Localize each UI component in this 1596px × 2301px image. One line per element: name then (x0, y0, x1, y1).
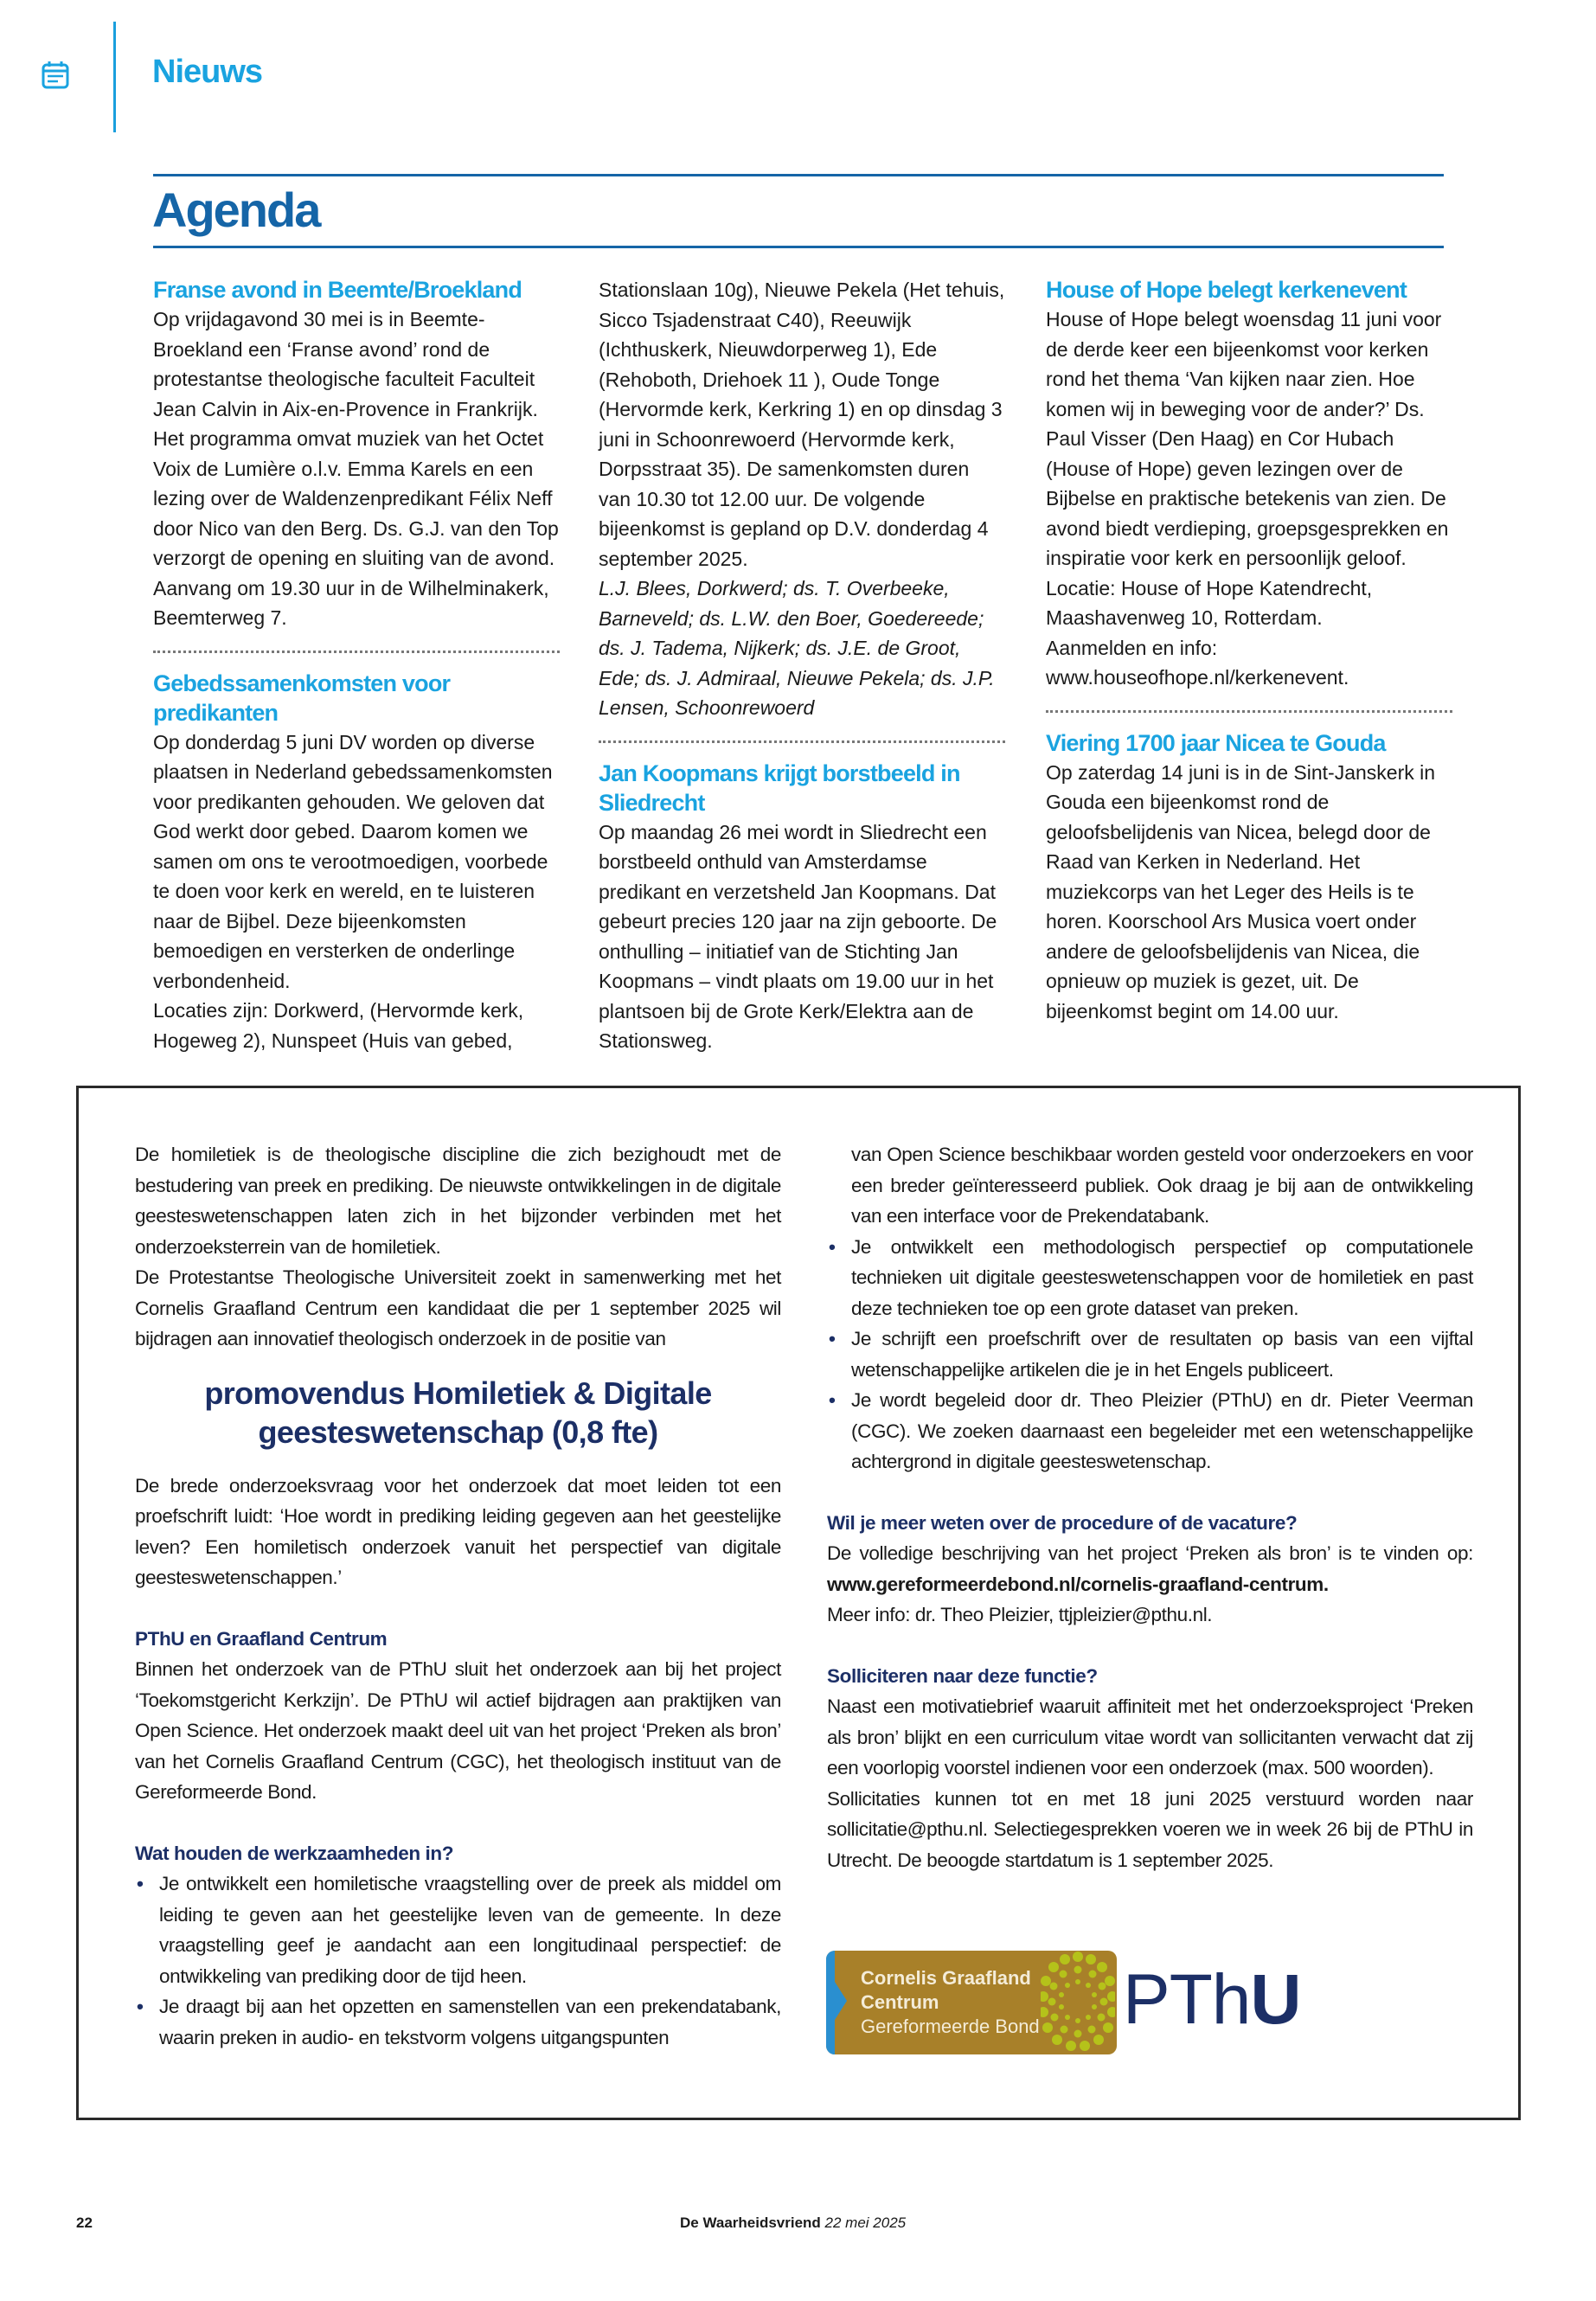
cgc-logo-line-3: Gereformeerde Bond (861, 2016, 1040, 2037)
agenda-item-heading: House of Hope belegt kerkenevent (1046, 277, 1407, 303)
publication-name: De Waarheidsvriend (680, 2214, 821, 2231)
agenda-item-body: House of Hope belegt woensdag 11 juni voor de derde keer een bijeenkomst voor kerken rond het thema ‘Van kijken naar zien. Hoe komen wij in beweging voor de ander?’ Ds. Paul Visser (Den Haag) en Cor Hubach (House of Hope) geven lezingen over de Bijbelse en praktische betekenis van zien. De avond biedt verdieping, groepsgesprekken en inspiratie voor kerk en persoonlijk geloof. (1046, 308, 1449, 569)
signup-link[interactable]: www.houseofhope.nl/kerkenevent. (1046, 666, 1349, 689)
agenda-item (153, 275, 560, 633)
project-link[interactable]: www.gereformeerdebond.nl/cornelis-graafland-centrum. (827, 1573, 1329, 1595)
task-item: • Je ontwikkelt een homiletische vraagstelling over de preek als middel om leiding te geven aan het geestelijke leven van de gemeente. In deze vraagstelling geef je aandacht aan een longitudinaal perspectief: de ontwikkeling van prediking door de tijd heen. (135, 1868, 781, 1991)
pthu-logo-text-a: PTh (1123, 1960, 1251, 2039)
dotted-divider (599, 740, 1005, 743)
agenda-item-location: Locatie: House of Hope Katendrecht, Maashavenweg 10, Rotterdam. (1046, 576, 1373, 629)
agenda-column-3 (1046, 275, 1452, 1026)
tasks-list-continued (827, 1232, 1473, 1477)
task-item: • Je wordt begeleid door dr. Theo Pleizier (PThU) en dr. Pieter Veerman (CGC). We zoeken daarnaast een begeleider met een wetenschappelijke achtergrond in digitale geesteswetenschap. (827, 1385, 1473, 1477)
info-text (827, 1538, 1473, 1599)
section-heading-info: Wil je meer weten over de procedure of de vacature? (827, 1511, 1298, 1534)
agenda-item-locations-continued: Stationslaan 10g), Nieuwe Pekela (Het tehuis, Sicco Tsjadenstraat C40), Reeuwijk (Ichthuskerk, Nieuwdorperweg 1), Ede (Rehoboth, Driehoek 11 ), Oude Tonge (Hervormde kerk, Kerkring 1) en op dinsdag 3 juni in Schoonrewoerd (Hervormde kerk, Dorpsstraat 35). De samenkomsten duren van 10.30 tot 12.00 uur. De volgende bijeenkomst is gepland op D.V. donderdag 4 september 2025. (599, 279, 1005, 570)
section-heading-tasks: Wat houden de werkzaamheden in? (135, 1842, 454, 1864)
title-rule-top (153, 174, 1444, 176)
section-body-pthu: Binnen het onderzoek van de PThU sluit het onderzoek aan bij het project ‘Toekomstgericht Kerkzijn’. De PThU wil actief bijdragen aan praktijken van Open Science. Het onderzoek maakt deel uit van het project ‘Preken als bron’ van het Cornelis Graafland Centrum (CGC), het theologisch instituut van de Gereformeerde Bond. (135, 1658, 781, 1803)
cgc-logo-line-1: Cornelis Graafland (861, 1967, 1031, 1989)
agenda-column-2 (599, 275, 1005, 1056)
research-question: De brede onderzoeksvraag voor het onderzoek dat moet leiden tot een proefschrift luidt: ‘Hoe wordt in prediking leiding gegeven aan het geestelijke leven? Een homiletisch onderzoek vanuit het perspectief van digitale geesteswetenschappen.’ (135, 1474, 781, 1588)
vacancy-column-2 (827, 1139, 1473, 1875)
footer-publication (680, 2214, 906, 2232)
dotted-divider (1046, 710, 1452, 713)
dotted-divider (153, 651, 560, 653)
info-contact: Meer info: dr. Theo Pleizier, ttjpleizier@pthu.nl. (827, 1604, 1213, 1625)
vacancy-column-1 (135, 1139, 781, 2053)
calendar-icon (42, 61, 71, 90)
agenda-item-heading: Gebedssamenkomsten voor predikanten (153, 670, 451, 726)
agenda-item-locations: Locaties zijn: Dorkwerd, (Hervormde kerk, Hogeweg 2), Nunspeet (Huis van gebed, (153, 999, 524, 1052)
job-title-line-1: promovendus Homiletiek & Digitale (204, 1375, 712, 1411)
agenda-item-body: Op zaterdag 14 juni is in de Sint-Janskerk in Gouda een bijeenkomst rond de geloofsbelijdenis van Nicea, belegd door de Raad van Kerken in Nederland. Het muziekcorps van het Leger des Heils is te horen. Koorschool Ars Musica voert onder andere de geloofsbelijdenis van Nicea, die opnieuw op muziek is gezet, uit. De bijeenkomst begint om 14.00 uur. (1046, 760, 1436, 1022)
job-title (135, 1374, 781, 1452)
page-title: Agenda (152, 183, 320, 237)
apply-text: Naast een motivatiebrief waaruit affiniteit met het onderzoeksproject ‘Preken als bron’ blijkt en een curriculum vitae wordt van sollicitanten verwacht dat zij een voorlopig voorstel indienen voor een onderzoek (max. 500 woorden). (827, 1695, 1473, 1779)
agenda-item-heading: Jan Koopmans krijgt borstbeeld in Sliedrecht (599, 760, 960, 816)
task-item: • Je ontwikkelt een methodologisch perspectief op computationele technieken uit digitale geesteswetenschappen voor de homiletiek en past deze technieken toe op een grote dataset van preken. (827, 1232, 1473, 1324)
section-heading-pthu: PThU en Graafland Centrum (135, 1627, 388, 1650)
pthu-logo-text-b: U (1250, 1960, 1301, 2039)
task-item-continued: van Open Science beschikbaar worden gesteld voor onderzoekers en voor een breder geïnteresseerd publiek. Ook draag je bij aan de ontwikkeling van een interface voor de Prekendatabank. (851, 1144, 1473, 1227)
cgc-chevron-icon (835, 1982, 847, 2020)
section-heading-apply: Solliciteren naar deze functie? (827, 1664, 1098, 1687)
apply-deadline: Sollicitaties kunnen tot en met 18 juni 2025 verstuurd worden naar sollicitatie@pthu.nl. Selectiegesprekken voeren we in week 26 bij de PThU in Utrecht. De beoogde startdatum is 1 september 2025. (827, 1787, 1473, 1871)
agenda-item (1046, 728, 1452, 1027)
task-item: • Je schrijft een proefschrift over de resultaten op basis van een vijftal wetenschappelijke artikelen die je in het Engels publiceert. (827, 1324, 1473, 1385)
agenda-item (1046, 275, 1452, 693)
agenda-column-1 (153, 275, 560, 1055)
page-number: 22 (76, 2214, 93, 2231)
vacancy-intro-2: De Protestantse Theologische Universiteit zoekt in samenwerking met het Cornelis Graafland Centrum een kandidaat die per 1 september 2025 wil bijdragen aan innovatief theologisch onderzoek in de positie van (135, 1266, 781, 1349)
section-label: Nieuws (152, 54, 263, 90)
agenda-item-heading: Viering 1700 jaar Nicea te Gouda (1046, 729, 1386, 756)
agenda-item (599, 759, 1005, 1056)
publication-date: 22 mei 2025 (824, 2214, 907, 2231)
tasks-list (135, 1868, 781, 2053)
info-text-lead: De volledige beschrijving van het project ‘Preken als bron’ is te vinden op: (827, 1542, 1473, 1564)
cgc-logo-stripe (826, 1951, 835, 2054)
agenda-item-body: Op donderdag 5 juni DV worden op diverse plaatsen in Nederland gebedssamenkomsten voor predikanten gehouden. We geloven dat God werkt door gebed. Daarom komen we samen om ons te verootmoedigen, voorbede te doen voor kerk en wereld, en te luisteren naar de Bijbel. Deze bijeenkomsten bemoedigen en versterken de onderlinge verbondenheid. (153, 730, 553, 992)
header-divider (113, 22, 116, 132)
pthu-logo-text (1123, 1957, 1301, 2043)
agenda-item-heading: Franse avond in Beemte/Broekland (153, 277, 522, 303)
agenda-item-body: Op maandag 26 mei wordt in Sliedrecht een borstbeeld onthuld van Amsterdamse predikant en verzetsheld Jan Koopmans. Dat gebeurt precies 120 jaar na zijn geboorte. De onthulling – initiatief van de Stichting Jan Koopmans – vindt plaats om 19.00 uur in het plantsoen bij de Grote Kerk/Elektra aan de Stationsweg. (599, 820, 997, 1052)
task-item: • Je draagt bij aan het opzetten en samenstellen van een prekendatabank, waarin preken in audio- en tekstvorm volgens uitgangspunten (135, 1991, 781, 2053)
agenda-item-body: Op vrijdagavond 30 mei is in Beemte-Broekland een ‘Franse avond’ rond de protestantse theologische faculteit Faculteit Jean Calvin in Aix-en-Provence in Frankrijk. Het programma omvat muziek van het Octet Voix de Lumière o.l.v. Emma Karels en een lezing over de Waldenzenpredikant Félix Neff door Nico van den Berg. Ds. G.J. van den Top verzorgt de opening en sluiting van de avond. Aanvang om 19.30 uur in de Wilhelminakerk, Beemterweg 7. (153, 308, 559, 629)
agenda-item-signatories: L.J. Blees, Dorkwerd; ds. T. Overbeeke, Barneveld; ds. L.W. den Boer, Goedereede; ds. J. Tadema, Nijkerk; ds. J.E. de Groot, Ede; ds. J. Admiraal, Nieuwe Pekela; ds. J.P. Lensen, Schoonrewoerd (599, 577, 995, 719)
agenda-item (153, 669, 560, 1056)
job-title-line-2: geesteswetenschap (0,8 fte) (258, 1413, 658, 1450)
cgc-logo-line-2: Centrum (861, 1991, 939, 2013)
agenda-item-signup-label: Aanmelden en info: (1046, 636, 1218, 659)
vacancy-intro: De homiletiek is de theologische discipline die zich bezighoudt met de bestudering van preek en prediking. De nieuwste ontwikkelingen in de digitale geesteswetenschappen laten zich in het bijzonder verbinden met het onderzoeksterrein van de homiletiek. (135, 1144, 781, 1258)
pthu-sunburst-icon (1041, 1949, 1115, 2054)
title-rule-bottom (153, 246, 1444, 248)
